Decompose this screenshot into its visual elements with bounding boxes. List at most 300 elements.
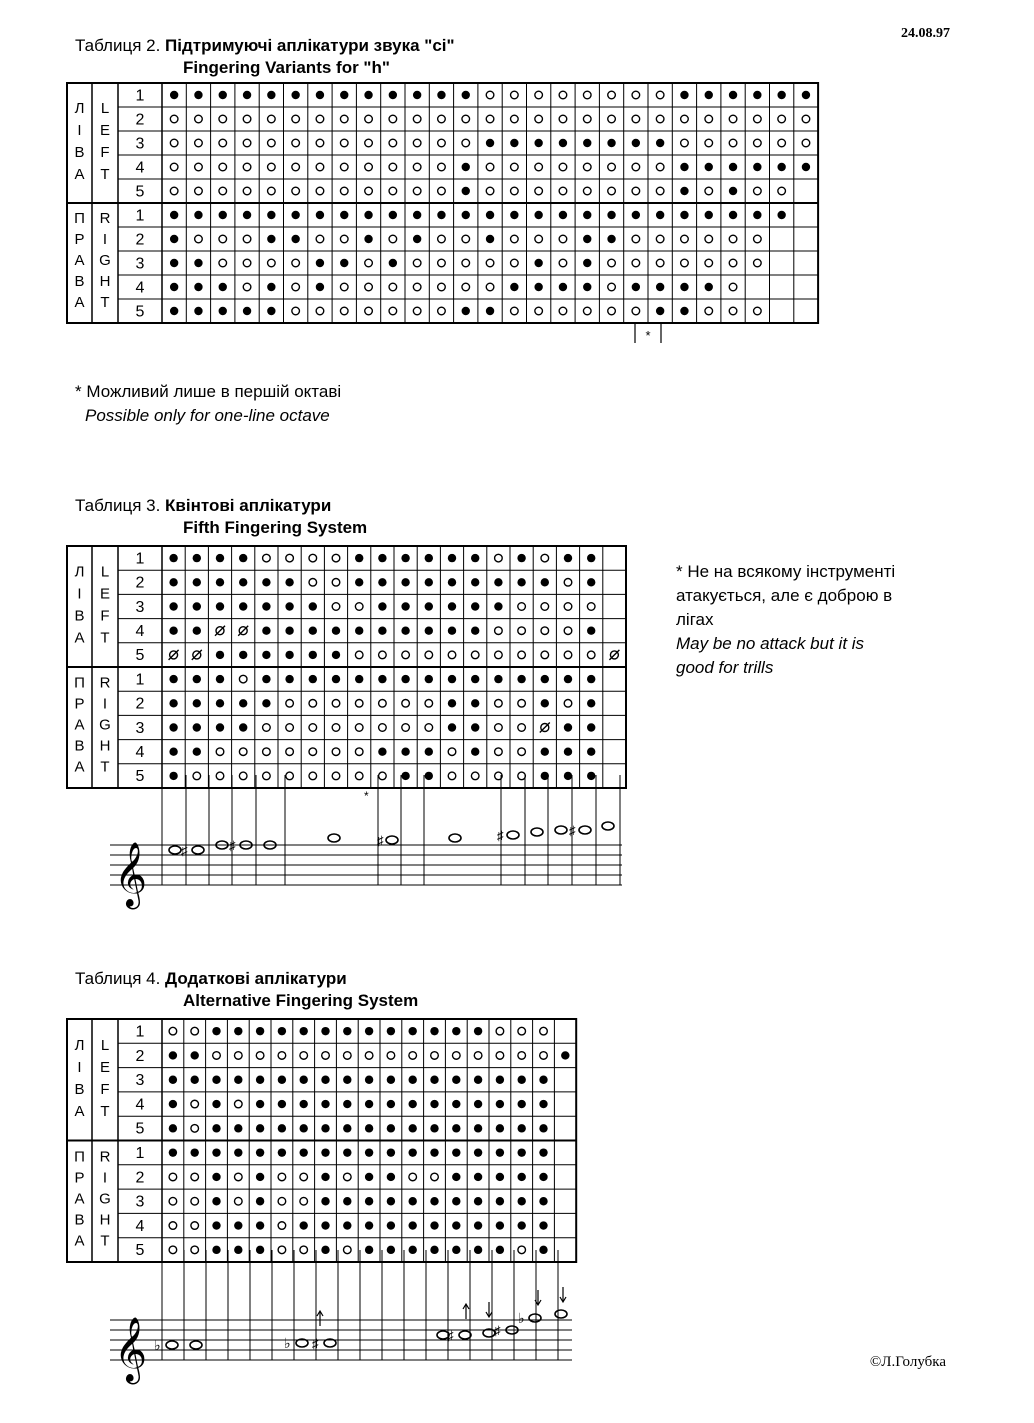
open-hole-mark [309, 554, 317, 562]
closed-hole-mark [401, 554, 409, 562]
closed-hole-mark [243, 91, 251, 99]
closed-hole-mark [425, 602, 433, 610]
open-hole-mark [559, 115, 567, 123]
closed-hole-mark [564, 675, 572, 683]
open-hole-mark [292, 187, 300, 195]
label-en-left: L [100, 1036, 110, 1054]
open-hole-mark [438, 187, 446, 195]
closed-hole-mark [496, 1173, 504, 1181]
flat-icon: ♭ [284, 1335, 291, 1351]
closed-hole-mark [729, 163, 737, 171]
open-hole-mark [316, 163, 324, 171]
closed-hole-mark [267, 307, 275, 315]
closed-hole-mark [387, 1173, 395, 1181]
open-hole-mark [608, 259, 616, 267]
open-hole-mark [608, 163, 616, 171]
closed-hole-mark [510, 211, 518, 219]
label-en-left: F [100, 144, 110, 161]
closed-hole-mark [321, 1221, 329, 1229]
label-ua-left: І [77, 585, 82, 603]
closed-hole-mark [425, 675, 433, 683]
table2-title-ua: Підтримуючі аплікатури звука "сі" [165, 36, 455, 55]
closed-hole-mark [278, 1148, 286, 1156]
row-number: 5 [135, 1242, 145, 1260]
closed-hole-mark [169, 1051, 177, 1059]
label-ua-left: Л [74, 100, 85, 117]
open-hole-mark [583, 163, 591, 171]
closed-hole-mark [191, 1148, 199, 1156]
closed-hole-mark [462, 91, 470, 99]
label-en-right: H [99, 737, 111, 755]
open-hole-mark [389, 307, 397, 315]
closed-hole-mark [256, 1221, 264, 1229]
open-hole-mark [278, 1173, 286, 1181]
closed-hole-mark [452, 1173, 460, 1181]
sharp-icon: ♯ [447, 1328, 454, 1343]
open-hole-mark [583, 91, 591, 99]
label-ua-right: П [74, 1148, 85, 1166]
closed-hole-mark [518, 1173, 526, 1181]
table2-marker: * [645, 328, 651, 343]
closed-hole-mark [216, 554, 224, 562]
closed-hole-mark [262, 627, 270, 635]
closed-hole-mark [448, 699, 456, 707]
open-hole-mark [292, 283, 300, 291]
label-ua-right: Р [74, 1169, 85, 1187]
open-hole-mark [355, 724, 363, 732]
closed-hole-mark [777, 91, 785, 99]
open-hole-mark [332, 554, 340, 562]
closed-hole-mark [448, 602, 456, 610]
label-ua-right: П [74, 210, 85, 227]
closed-hole-mark [474, 1076, 482, 1084]
closed-hole-mark [539, 1197, 547, 1205]
closed-hole-mark [518, 1197, 526, 1205]
closed-hole-mark [705, 91, 713, 99]
closed-hole-mark [471, 748, 479, 756]
open-hole-mark [219, 115, 227, 123]
row-number: 4 [135, 623, 145, 641]
open-hole-mark [316, 307, 324, 315]
table2-prefix: Таблиця 2. [75, 36, 161, 55]
closed-hole-mark [452, 1027, 460, 1035]
closed-hole-mark [448, 554, 456, 562]
open-hole-mark [219, 259, 227, 267]
open-hole-mark [263, 554, 271, 562]
closed-hole-mark [262, 578, 270, 586]
open-hole-mark [278, 1246, 286, 1254]
closed-hole-mark [401, 602, 409, 610]
open-hole-mark [495, 700, 503, 708]
open-hole-mark [292, 139, 300, 147]
closed-hole-mark [534, 259, 542, 267]
closed-hole-mark [321, 1076, 329, 1084]
open-hole-mark [365, 259, 373, 267]
closed-hole-mark [802, 163, 810, 171]
closed-hole-mark [193, 554, 201, 562]
label-en-left: E [99, 122, 111, 139]
closed-hole-mark [539, 1246, 547, 1254]
table4-grid [67, 1019, 576, 1262]
open-hole-mark [195, 139, 203, 147]
open-hole-mark [355, 700, 363, 708]
closed-hole-mark [587, 723, 595, 731]
closed-hole-mark [343, 1076, 351, 1084]
sharp-icon: ♯ [494, 1323, 501, 1338]
open-hole-mark [263, 724, 271, 732]
closed-hole-mark [802, 91, 810, 99]
open-hole-mark [495, 724, 503, 732]
row-number: 2 [135, 231, 145, 249]
closed-hole-mark [430, 1100, 438, 1108]
closed-hole-mark [212, 1173, 220, 1181]
open-hole-mark [191, 1246, 199, 1254]
closed-hole-mark [587, 772, 595, 780]
treble-clef-icon: 𝄞 [114, 842, 148, 905]
note-head-icon [328, 834, 340, 842]
closed-hole-mark [212, 1221, 220, 1229]
label-en-right: T [100, 758, 110, 776]
closed-hole-mark [452, 1221, 460, 1229]
closed-hole-mark [234, 1076, 242, 1084]
open-hole-mark [191, 1173, 199, 1181]
closed-hole-mark [194, 307, 202, 315]
closed-hole-mark [496, 1124, 504, 1132]
row-number: 2 [135, 695, 145, 713]
closed-hole-mark [239, 554, 247, 562]
open-hole-mark [559, 163, 567, 171]
closed-hole-mark [321, 1124, 329, 1132]
row-number: 5 [135, 303, 145, 321]
closed-hole-mark [378, 748, 386, 756]
closed-hole-mark [486, 139, 494, 147]
closed-hole-mark [378, 602, 386, 610]
label-ua-right: П [74, 674, 85, 692]
closed-hole-mark [285, 675, 293, 683]
open-hole-mark [413, 163, 421, 171]
open-hole-mark [389, 235, 397, 243]
closed-hole-mark [278, 1100, 286, 1108]
open-hole-mark [332, 700, 340, 708]
closed-hole-mark [219, 211, 227, 219]
closed-hole-mark [462, 307, 470, 315]
table3-grid [67, 546, 626, 788]
open-hole-mark [340, 139, 348, 147]
closed-hole-mark [212, 1027, 220, 1035]
closed-hole-mark [321, 1100, 329, 1108]
closed-hole-mark [340, 259, 348, 267]
closed-hole-mark [267, 91, 275, 99]
closed-hole-mark [587, 627, 595, 635]
open-hole-mark [316, 235, 324, 243]
closed-hole-mark [583, 283, 591, 291]
closed-hole-mark [355, 554, 363, 562]
open-hole-mark [564, 700, 572, 708]
open-hole-mark [170, 163, 178, 171]
open-hole-mark [583, 115, 591, 123]
closed-hole-mark [256, 1124, 264, 1132]
open-hole-mark [535, 307, 543, 315]
open-hole-mark [705, 307, 713, 315]
closed-hole-mark [401, 578, 409, 586]
open-hole-mark [268, 139, 276, 147]
open-hole-mark [425, 700, 433, 708]
label-en-right: R [99, 210, 111, 227]
open-hole-mark [448, 651, 456, 659]
open-hole-mark [402, 700, 410, 708]
open-hole-mark [413, 139, 421, 147]
closed-hole-mark [291, 91, 299, 99]
open-hole-mark [705, 187, 713, 195]
closed-hole-mark [680, 307, 688, 315]
closed-hole-mark [256, 1027, 264, 1035]
closed-hole-mark [256, 1100, 264, 1108]
label-en-left: E [99, 1058, 111, 1076]
open-hole-mark [656, 259, 664, 267]
open-hole-mark [300, 1052, 308, 1060]
closed-hole-mark [300, 1100, 308, 1108]
label-en-left: L [100, 563, 110, 581]
open-hole-mark [286, 554, 294, 562]
open-hole-mark [438, 235, 446, 243]
open-hole-mark [681, 259, 689, 267]
table4-title-ua: Додаткові аплікатури [165, 969, 347, 988]
open-hole-mark [802, 115, 810, 123]
closed-hole-mark [239, 602, 247, 610]
closed-hole-mark [471, 602, 479, 610]
closed-hole-mark [777, 163, 785, 171]
open-hole-mark [309, 700, 317, 708]
label-en-right: G [99, 252, 111, 269]
open-hole-mark [754, 187, 762, 195]
open-hole-mark [243, 235, 251, 243]
closed-hole-mark [365, 1197, 373, 1205]
closed-hole-mark [194, 259, 202, 267]
open-hole-mark [389, 283, 397, 291]
closed-hole-mark [518, 1100, 526, 1108]
open-hole-mark [268, 163, 276, 171]
closed-hole-mark [343, 1100, 351, 1108]
table3-prefix: Таблиця 3. [75, 496, 161, 515]
closed-hole-mark [378, 627, 386, 635]
table3-title [75, 495, 367, 539]
closed-hole-mark [170, 259, 178, 267]
open-hole-mark [535, 91, 543, 99]
label-en-right: G [99, 716, 111, 734]
open-hole-mark [496, 1052, 504, 1060]
closed-hole-mark [316, 91, 324, 99]
open-hole-mark [195, 235, 203, 243]
closed-hole-mark [234, 1124, 242, 1132]
closed-hole-mark [170, 211, 178, 219]
closed-hole-mark [539, 1173, 547, 1181]
open-hole-mark [486, 163, 494, 171]
open-hole-mark [656, 235, 664, 243]
open-hole-mark [355, 651, 363, 659]
row-number: 1 [135, 1023, 145, 1041]
closed-hole-mark [409, 1027, 417, 1035]
closed-hole-mark [729, 187, 737, 195]
open-hole-mark [365, 115, 373, 123]
closed-hole-mark [541, 675, 549, 683]
closed-hole-mark [169, 1076, 177, 1084]
closed-hole-mark [193, 675, 201, 683]
label-ua-right: В [74, 737, 85, 755]
closed-hole-mark [494, 578, 502, 586]
open-hole-mark [754, 307, 762, 315]
open-hole-mark [729, 139, 737, 147]
open-hole-mark [263, 748, 271, 756]
open-hole-mark [632, 91, 640, 99]
label-ua-right: А [74, 716, 85, 734]
flat-icon: ♭ [154, 1337, 161, 1353]
closed-hole-mark [496, 1148, 504, 1156]
closed-hole-mark [510, 283, 518, 291]
closed-hole-mark [365, 1027, 373, 1035]
open-hole-mark [300, 1173, 308, 1181]
closed-hole-mark [216, 578, 224, 586]
closed-hole-mark [364, 91, 372, 99]
open-hole-mark [559, 235, 567, 243]
open-hole-mark [431, 1052, 439, 1060]
closed-hole-mark [389, 259, 397, 267]
row-number: 2 [135, 1169, 145, 1187]
closed-hole-mark [425, 554, 433, 562]
closed-hole-mark [169, 699, 177, 707]
label-ua-right: А [74, 1232, 85, 1250]
closed-hole-mark [474, 1246, 482, 1254]
label-ua-left: В [74, 607, 85, 625]
open-hole-mark [213, 1052, 221, 1060]
open-hole-mark [243, 187, 251, 195]
closed-hole-mark [452, 1124, 460, 1132]
closed-hole-mark [430, 1124, 438, 1132]
open-hole-mark [195, 115, 203, 123]
open-hole-mark [332, 603, 340, 611]
open-hole-mark [216, 748, 224, 756]
open-hole-mark [471, 772, 479, 780]
closed-hole-mark [496, 1100, 504, 1108]
closed-hole-mark [355, 578, 363, 586]
closed-hole-mark [170, 283, 178, 291]
open-hole-mark [559, 187, 567, 195]
closed-hole-mark [680, 211, 688, 219]
table2-grid [67, 83, 818, 343]
closed-hole-mark [256, 1076, 264, 1084]
closed-hole-mark [239, 699, 247, 707]
open-hole-mark [474, 1052, 482, 1060]
closed-hole-mark [267, 235, 275, 243]
closed-hole-mark [539, 1076, 547, 1084]
closed-hole-mark [632, 283, 640, 291]
closed-hole-mark [194, 211, 202, 219]
row-number: 3 [135, 719, 145, 737]
open-hole-mark [332, 772, 340, 780]
closed-hole-mark [539, 1148, 547, 1156]
open-hole-mark [729, 235, 737, 243]
note-head-icon [531, 828, 543, 836]
note-head-icon [169, 846, 181, 854]
open-hole-mark [496, 1027, 504, 1035]
closed-hole-mark [510, 139, 518, 147]
label-ua-left: І [77, 122, 82, 139]
closed-hole-mark [494, 602, 502, 610]
closed-hole-mark [234, 1246, 242, 1254]
closed-hole-mark [256, 1246, 264, 1254]
open-hole-mark [583, 307, 591, 315]
label-en-right: I [102, 695, 108, 713]
closed-hole-mark [387, 1197, 395, 1205]
open-hole-mark [365, 307, 373, 315]
note-head-icon [555, 826, 567, 834]
sharp-icon: ♯ [377, 833, 384, 848]
closed-hole-mark [340, 211, 348, 219]
open-hole-mark [195, 187, 203, 195]
label-ua-right: Р [74, 695, 85, 713]
label-ua-right: А [74, 758, 85, 776]
closed-hole-mark [680, 187, 688, 195]
open-hole-mark [438, 139, 446, 147]
closed-hole-mark [474, 1124, 482, 1132]
open-hole-mark [309, 772, 317, 780]
open-hole-mark [191, 1197, 199, 1205]
open-hole-mark [705, 235, 713, 243]
open-hole-mark [389, 115, 397, 123]
closed-hole-mark [321, 1246, 329, 1254]
row-number: 3 [135, 135, 145, 153]
open-hole-mark [729, 259, 737, 267]
closed-hole-mark [343, 1221, 351, 1229]
closed-hole-mark [729, 91, 737, 99]
open-hole-mark [365, 187, 373, 195]
open-hole-mark [462, 235, 470, 243]
closed-hole-mark [409, 1100, 417, 1108]
label-ua-left: А [74, 1102, 85, 1120]
closed-hole-mark [216, 602, 224, 610]
closed-hole-mark [378, 554, 386, 562]
date: 24.08.97 [901, 26, 950, 41]
open-hole-mark [564, 579, 572, 587]
closed-hole-mark [583, 235, 591, 243]
label-ua-right: А [74, 252, 85, 269]
open-hole-mark [278, 1222, 286, 1230]
table3-note-ua-2: атакується, але є доброю в [676, 586, 893, 605]
open-hole-mark [389, 139, 397, 147]
open-hole-mark [778, 115, 786, 123]
closed-hole-mark [191, 1076, 199, 1084]
closed-hole-mark [517, 675, 525, 683]
closed-hole-mark [309, 675, 317, 683]
note-head-icon [529, 1314, 541, 1322]
open-hole-mark [355, 772, 363, 780]
open-hole-mark [608, 115, 616, 123]
open-hole-mark [216, 772, 224, 780]
closed-hole-mark [365, 1221, 373, 1229]
closed-hole-mark [471, 554, 479, 562]
table2-note [75, 380, 341, 428]
open-hole-mark [169, 1197, 177, 1205]
row-number: 3 [135, 598, 145, 616]
row-number: 4 [135, 159, 145, 177]
closed-hole-mark [355, 627, 363, 635]
open-hole-mark [379, 724, 387, 732]
closed-hole-mark [387, 1100, 395, 1108]
closed-hole-mark [559, 139, 567, 147]
closed-hole-mark [278, 1076, 286, 1084]
closed-hole-mark [365, 1148, 373, 1156]
closed-hole-mark [430, 1221, 438, 1229]
closed-hole-mark [539, 1221, 547, 1229]
